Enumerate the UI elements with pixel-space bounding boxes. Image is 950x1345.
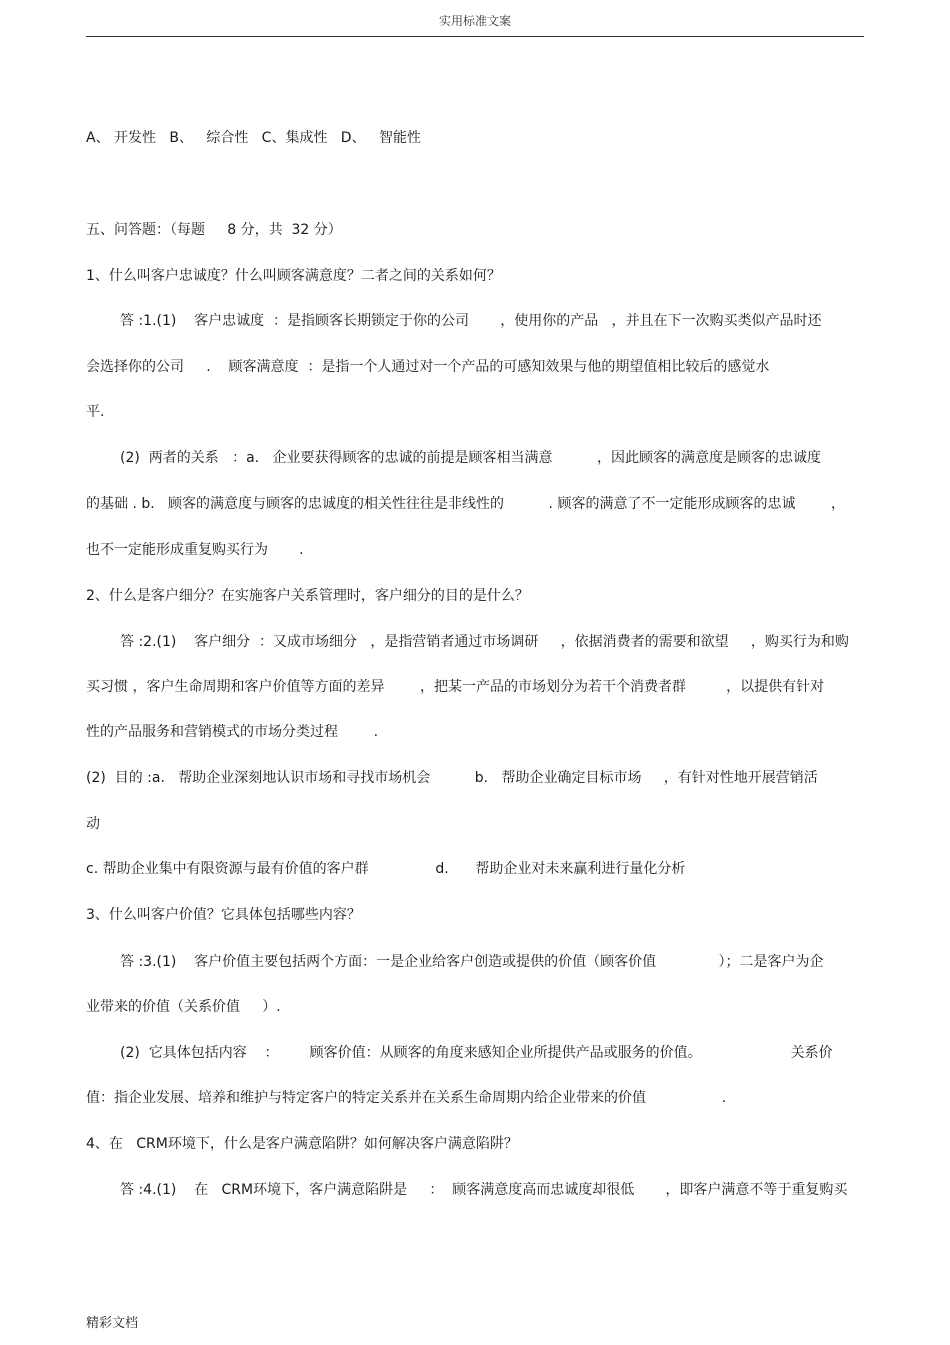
answer-2-line-5: 动 [86,816,100,832]
answer-1-line-3: 平. [86,404,105,420]
page-footer: 精彩文档 [86,1316,139,1331]
question-1: 1、什么叫客户忠诚度？什么叫顾客满意度？二者之间的关系如何？ [86,268,501,284]
answer-1-line-1: 答 :1.(1) 客户忠诚度 ：是指顾客长期锁定于你的公司 ，使用你的产品 ，并且在下一次购买类似产品时还 [120,313,822,329]
answer-3-line-2: 业带来的价值（关系价值 ）. [86,999,281,1015]
answer-2-line-2: 买习惯 ，客户生命周期和客户价值等方面的差异 ，把某一产品的市场划分为若干个消费者群 ，以提供有针对 [86,679,825,695]
answer-2-line-4: (2) 目的 :a. 帮助企业深刻地认识市场和寻找市场机会 b. 帮助企业确定目标市场 ，有针对性地开展营销活 [86,770,818,786]
answer-2-line-6: c. 帮助企业集中有限资源与最有价值的客户群 d. 帮助企业对未来赢利进行量化分析 [86,861,686,877]
answer-2-line-3: 性的产品服务和营销模式的市场分类过程 . [86,724,379,740]
question-4: 4、在 CRM环境下，什么是客户满意陷阱？如何解决客户满意陷阱？ [86,1136,518,1152]
answer-1-line-2: 会选择你的公司 . 顾客满意度 ：是指一个人通过对一个产品的可感知效果与他的期望值相比较后的感觉水 [86,359,770,375]
answer-4-line-1: 答 :4.(1) 在 CRM环境下，客户满意陷阱是 ： 顾客满意度高而忠诚度却很低 ，即客户满意不等于重复购买 [120,1182,848,1198]
header-divider [86,36,864,37]
answer-1-line-4: (2) 两者的关系 ：a. 企业要获得顾客的忠诚的前提是顾客相当满意 ，因此顾客的满意度是顾客的忠诚度 [120,450,821,466]
page-header: 实用标准文案 [438,14,511,28]
section-title: 五、问答题：（每题 8 分，共 32 分） [86,222,342,238]
question-2: 2、什么是客户细分？在实施客户关系管理时，客户细分的目的是什么？ [86,588,529,604]
question-3: 3、什么叫客户价值？它具体包括哪些内容？ [86,907,361,923]
answer-3-line-4: 值：指企业发展、培养和维护与特定客户的特定关系并在关系生命周期内给企业带来的价值 . [86,1090,727,1106]
answer-3-line-3: (2) 它具体包括内容 ： 顾客价值：从顾客的角度来感知企业所提供产品或服务的价值。 关系价 [120,1045,833,1061]
answer-3-line-1: 答 :3.(1) 客户价值主要包括两个方面：一是企业给客户创造或提供的价值（顾客价值 ）；二是客户为企 [120,954,824,970]
choice-options: A、 开发性 B、 综合性 C、集成性 D、 智能性 [86,130,421,146]
answer-2-line-1: 答 :2.(1) 客户细分 ：又成市场细分 ，是指营销者通过市场调研 ，依据消费者的需要和欲望 ，购买行为和购 [120,634,849,650]
answer-1-line-6: 也不一定能形成重复购买行为 . [86,542,304,558]
answer-1-line-5: 的基础 . b. 顾客的满意度与顾客的忠诚度的相关性往往是非线性的 . 顾客的满意了不一定能形成顾客的忠诚 ， [86,496,846,512]
